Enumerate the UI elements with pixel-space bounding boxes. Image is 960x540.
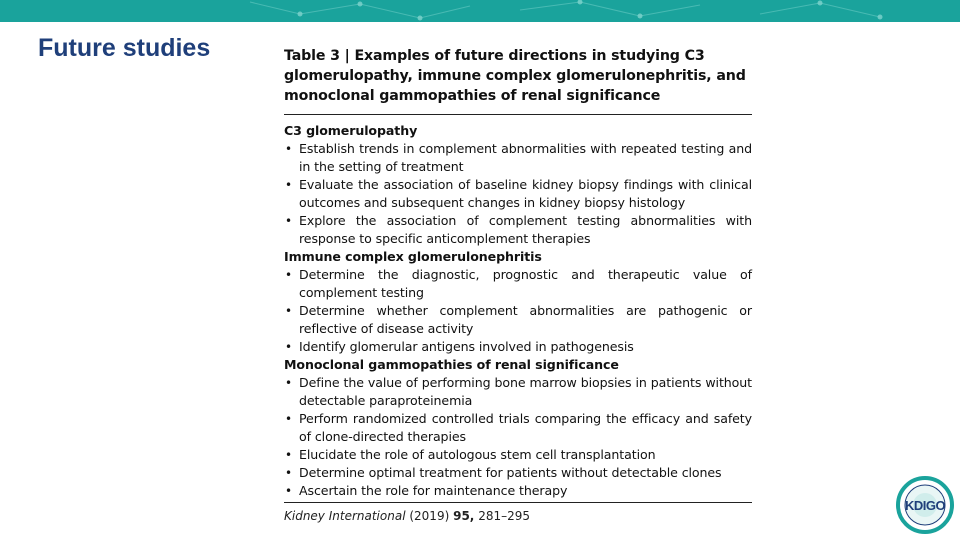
slide-title: Future studies [38, 34, 211, 62]
bullet-icon: • [285, 214, 292, 228]
bullet-list [284, 266, 752, 356]
citation-journal: Kidney International [284, 509, 406, 523]
table-label: Table 3 [284, 48, 340, 64]
citation-pages: 281–295 [478, 509, 530, 523]
bullet-icon: • [285, 376, 292, 390]
bullet-list [284, 374, 752, 500]
list-item [284, 338, 752, 356]
list-item [284, 482, 752, 500]
logo-text: KDIGO [904, 497, 946, 513]
list-item-text: Evaluate the association of baseline kidney biopsy findings with clinical outcomes and subsequent changes in kidney biopsy histology [299, 177, 752, 210]
list-item [284, 176, 752, 212]
list-item-text: Determine optimal treatment for patients without detectable clones [299, 465, 722, 480]
citation-volume: 95, [453, 509, 475, 523]
list-item [284, 212, 752, 248]
list-item [284, 464, 752, 482]
bullet-icon: • [285, 178, 292, 192]
network-pattern-decoration [0, 0, 960, 22]
list-item [284, 446, 752, 464]
list-item-text: Identify glomerular antigens involved in pathogenesis [299, 339, 634, 354]
table-caption [284, 46, 752, 106]
kdigo-logo-icon [896, 476, 954, 534]
bullet-icon: • [285, 412, 292, 426]
list-item-text: Define the value of performing bone marrow biopsies in patients without detectable paraproteinemia [299, 375, 752, 408]
bullet-icon: • [285, 340, 292, 354]
citation-year: (2019) [409, 509, 450, 523]
table-caption-separator: | [344, 48, 350, 64]
bullet-icon: • [285, 466, 292, 480]
list-item [284, 302, 752, 338]
table-sections [284, 115, 752, 500]
bullet-icon: • [285, 304, 292, 318]
list-item-text: Determine the diagnostic, prognostic and therapeutic value of complement testing [299, 267, 752, 300]
table-3 [284, 46, 752, 525]
list-item-text: Establish trends in complement abnormalities with repeated testing and in the setting of treatment [299, 141, 752, 174]
list-item [284, 374, 752, 410]
list-item-text: Elucidate the role of autologous stem cell transplantation [299, 447, 656, 462]
bullet-icon: • [285, 142, 292, 156]
top-banner [0, 0, 960, 22]
list-item-text: Determine whether complement abnormalities are pathogenic or reflective of disease activity [299, 303, 752, 336]
table-caption-text: Examples of future directions in studying C3 glomerulopathy, immune complex glomerulonephritis, and monoclonal gammopathies of renal significance [284, 48, 746, 104]
list-item [284, 266, 752, 302]
list-item-text: Perform randomized controlled trials comparing the efficacy and safety of clone-directed therapies [299, 411, 752, 444]
section-heading: Monoclonal gammopathies of renal significance [284, 357, 619, 372]
bullet-icon: • [285, 448, 292, 462]
citation [284, 507, 752, 525]
list-item [284, 410, 752, 446]
list-item [284, 140, 752, 176]
list-item-text: Explore the association of complement testing abnormalities with response to specific anticomplement therapies [299, 213, 752, 246]
section-heading: Immune complex glomerulonephritis [284, 249, 542, 264]
bullet-icon: • [285, 268, 292, 282]
bullet-list [284, 140, 752, 248]
list-item-text: Ascertain the role for maintenance therapy [299, 483, 568, 498]
bullet-icon: • [285, 484, 292, 498]
section-heading: C3 glomerulopathy [284, 123, 418, 138]
table-bottom-rule [284, 502, 752, 503]
